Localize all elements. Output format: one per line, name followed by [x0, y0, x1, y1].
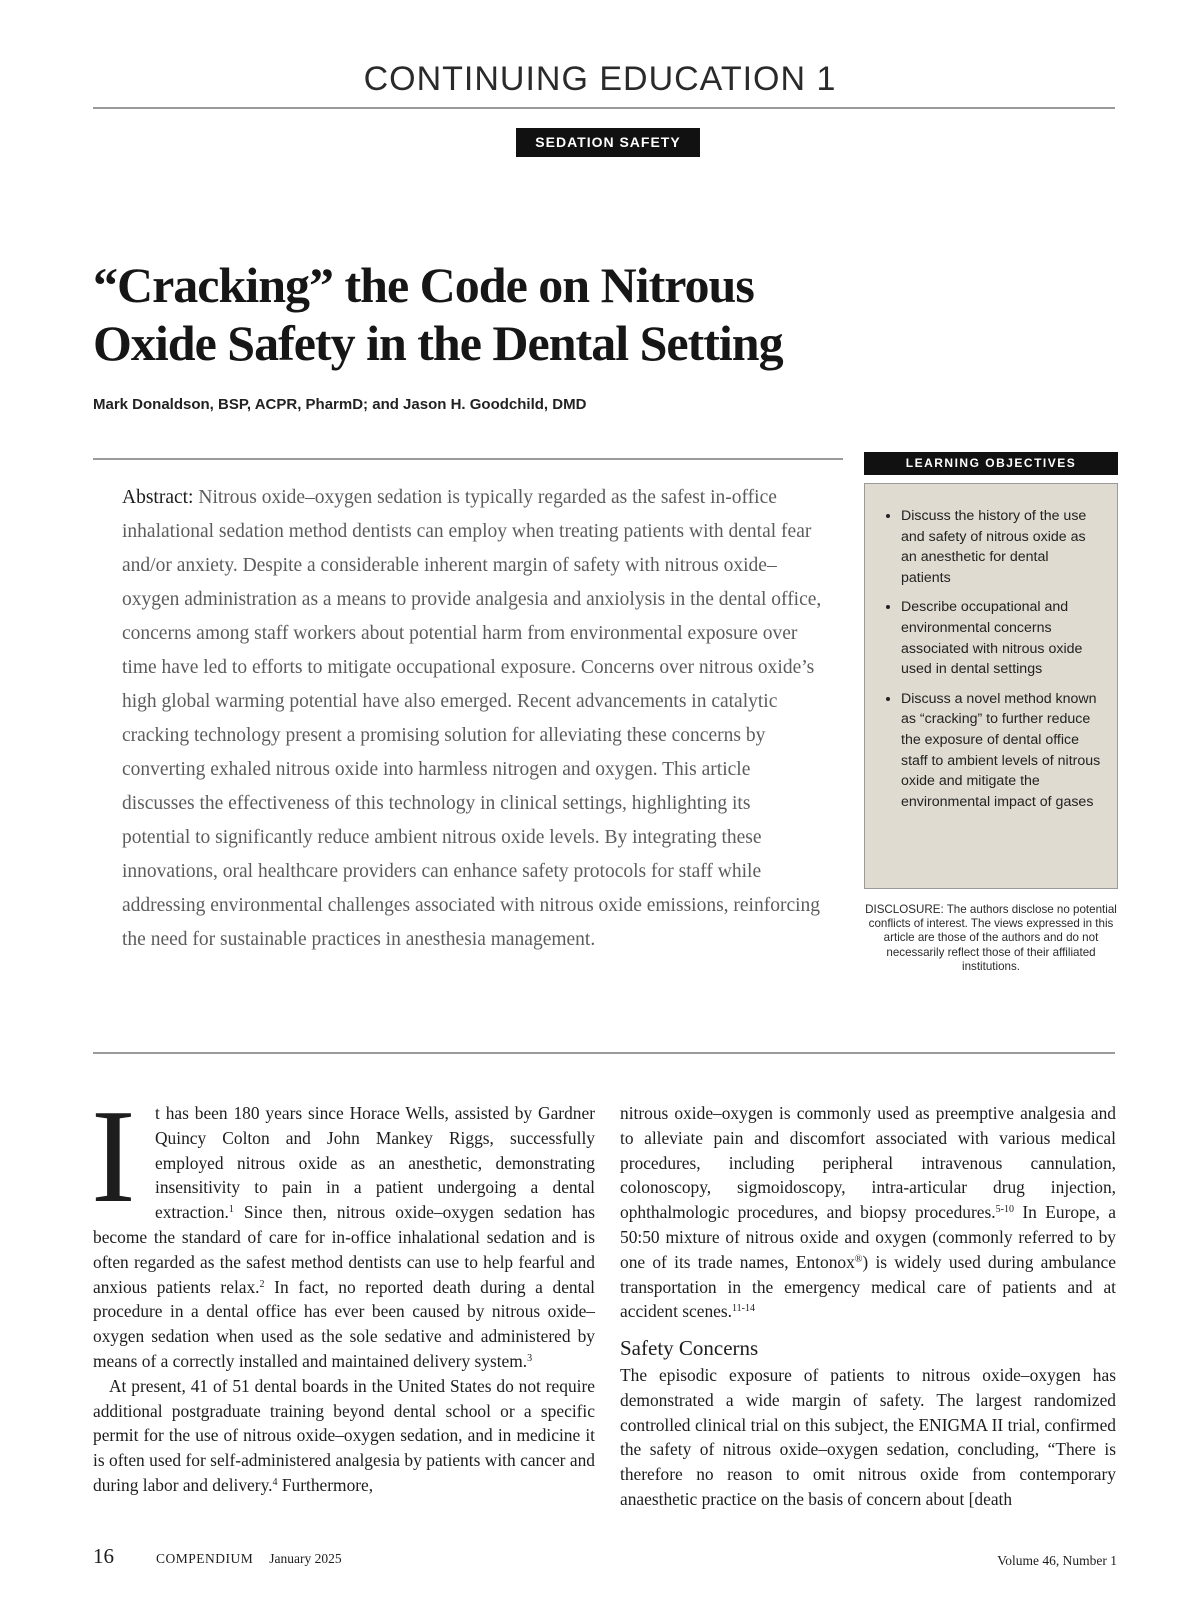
body-paragraph: The episodic exposure of patients to nitrous oxide–oxygen has demonstrated a wide margin of safety. The largest randomized controlled clinical trial on this subject, the ENIGMA II trial, confirmed the safety of nitrous oxide–oxygen sedation, concluding, “There is therefore no reason to omit nitrous oxide from contemporary anaesthetic practice on the basis of concern about [death [620, 1364, 1116, 1509]
category-badge: SEDATION SAFETY [516, 128, 700, 157]
learning-objectives-box [864, 483, 1118, 889]
abstract-text: Nitrous oxide–oxygen sedation is typically regarded as the safest in-office inhalational sedation method dentists can employ when treating patients with dental fear and/or anxiety. Despite a considerable inherent margin of safety with nitrous oxide–oxygen administration as a means to provide analgesia and anxiolysis in the dental office, concerns among staff workers about potential harm from environmental exposure over time have led to efforts to mitigate occupational exposure. Concerns over nitrous oxide’s high global warming potential have also emerged. Recent advancements in catalytic cracking technology present a promising solution for alleviating these concerns by converting exhaled nitrous oxide into harmless nitrogen and oxygen. This article discusses the effectiveness of this technology in clinical settings, highlighting its potential to significantly reduce ambient nitrous oxide levels. By integrating these innovations, oral healthcare providers can enhance safety protocols for staff while addressing environmental challenges associated with nitrous oxide emissions, reinforcing the need for sustainable practices in anesthesia management. [122, 487, 822, 950]
footer-left [93, 1544, 342, 1569]
reference-marker: 4 [272, 1476, 278, 1488]
title-line-2: Oxide Safety in the Dental Setting [93, 315, 783, 371]
reference-marker: 11-14 [732, 1303, 755, 1315]
page-number: 16 [93, 1544, 114, 1568]
section-heading: CONTINUING EDUCATION 1 [363, 60, 837, 98]
objective-item: • Describe occupational and environmental concerns associated with nitrous oxide used in dental settings [901, 597, 1101, 679]
body-column-left [91, 1082, 596, 1498]
subheading-safety-concerns: Safety Concerns [620, 1336, 759, 1361]
body-paragraph: I t has been 180 years since Horace Wells, assisted by Gardner Quincy Colton and John Mankey Riggs, successfully employed nitrous oxide as an anesthetic, demonstrating insensitivity to pain in a patient undergoing a dental extraction.$^1$ Since then, nitrous oxide–oxygen sedation has become the standard of care for in-office inhalational sedation and is often regarded as the safest method dentists can use to help fearful and anxious patients relax.$^2$ In fact, no reported death during a dental procedure in a dental office has ever been caused by nitrous oxide–oxygen sedation when used as the sole sedative and administered by means of a correctly installed and maintained delivery system.$^3$ [91, 1082, 596, 1371]
disclosure: DISCLOSURE: The authors disclose no potential conflicts of interest. The views expressed in this article are those of the authors and do not necessarily reflect those of their affiliated institutions. [865, 903, 1117, 973]
reference-marker: 3 [527, 1352, 533, 1364]
reference-marker: 1 [228, 1204, 234, 1216]
body-column-right [620, 1101, 1116, 1512]
reference-marker: 5-10 [995, 1204, 1014, 1216]
abstract-bottom-rule [93, 1052, 1115, 1054]
article-title [93, 256, 893, 372]
abstract-top-rule [93, 458, 843, 460]
objective-item: • Discuss the history of the use and safety of nitrous oxide as an anesthetic for dental patients [901, 506, 1101, 588]
abstract-label: Abstract: [122, 487, 194, 508]
title-line-1: “Cracking” the Code on Nitrous [93, 257, 754, 313]
header-rule [93, 107, 1115, 109]
reference-marker: 2 [259, 1278, 265, 1290]
registered-mark: ® [854, 1253, 863, 1265]
authors: Mark Donaldson, BSP, ACPR, PharmD; and Jason H. Goodchild, DMD [93, 396, 587, 413]
volume-info: Volume 46, Number 1 [997, 1553, 1117, 1568]
body-paragraph: At present, 41 of 51 dental boards in the United States do not require additional postgraduate training beyond dental school or a specific permit for the use of nitrous oxide–oxygen sedation, and in medicine it is often used for self-administered analgesia by patients with cancer and during labor and delivery.$^4$ Furthermore, [93, 1375, 595, 1495]
objective-item: • Discuss a novel method known as “cracking” to further reduce the exposure of dental office staff to ambient levels of nitrous oxide and mitigate the environmental impact of gases [901, 689, 1101, 813]
drop-cap: I [91, 1082, 136, 1230]
abstract [122, 481, 822, 957]
learning-objectives-heading: LEARNING OBJECTIVES [864, 452, 1118, 475]
learning-objectives-list [883, 506, 1101, 812]
journal-name: COMPENDIUM [156, 1551, 254, 1566]
issue-date: January 2025 [269, 1551, 342, 1566]
body-paragraph: nitrous oxide–oxygen is commonly used as preemptive analgesia and to alleviate pain and discomfort associated with various medical procedures, including peripheral intravenous cannulation, colonoscopy, sigmoidoscopy, intra-articular drug injection, ophthalmologic procedures, and biopsy procedures.$^{5-10}$ In Europe, a 50:50 mixture of nitrous oxide and oxygen (commonly referred to by one of its trade names, Entonox®) is widely used during ambulance transportation in the emergency medical care of patients and at accident scenes.$^{11-14}$ [620, 1103, 1116, 1322]
